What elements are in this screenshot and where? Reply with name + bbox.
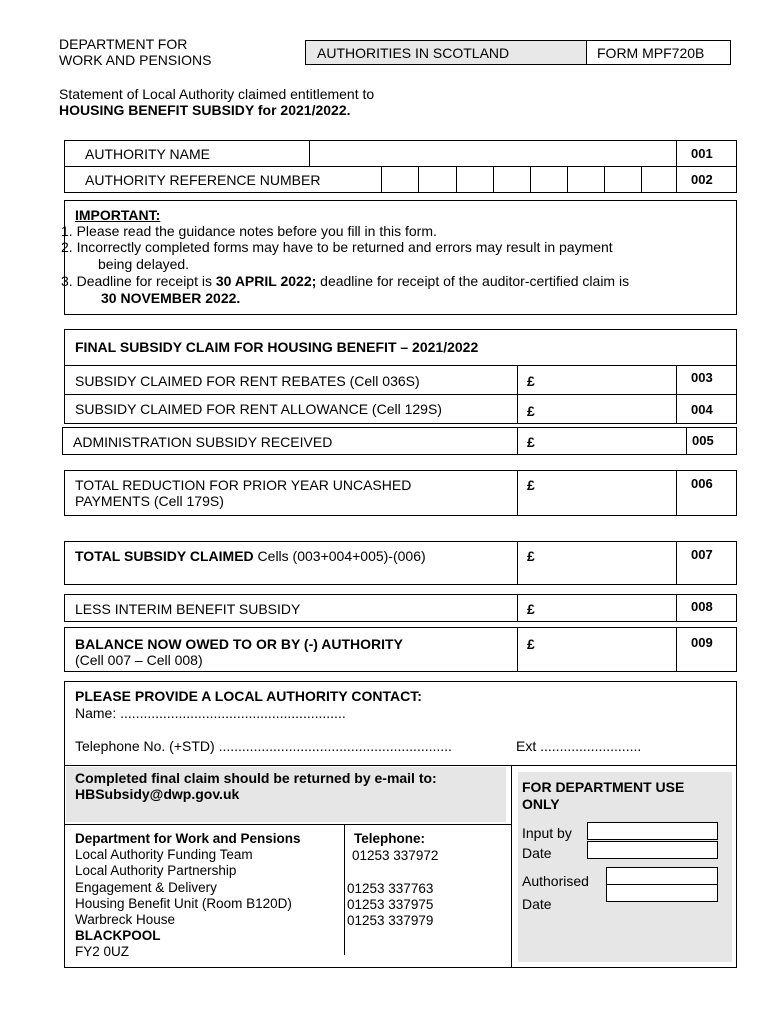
region-box	[305, 40, 587, 65]
cell-code-002: 002	[691, 172, 713, 187]
contact-telephone-field[interactable]: Telephone No. (+STD) ............................................................	[75, 738, 452, 754]
claim-row-009	[64, 627, 737, 672]
claim-row-003	[64, 365, 737, 395]
note-2: 2. Incorrectly completed forms may have to be returned and errors may result in payment	[61, 239, 613, 255]
currency-symbol: £	[527, 403, 535, 419]
form-code-box	[586, 40, 731, 65]
important-title: IMPORTANT:	[75, 207, 161, 223]
authorised-label: Authorised	[522, 873, 589, 889]
row-label: SUBSIDY CLAIMED FOR RENT REBATES (Cell 036S)	[75, 373, 420, 389]
authority-reference-label: AUTHORITY REFERENCE NUMBER	[85, 172, 321, 188]
contact-title: PLEASE PROVIDE A LOCAL AUTHORITY CONTACT:	[75, 688, 422, 704]
row-label: TOTAL REDUCTION FOR PRIOR YEAR UNCASHED PAYMENTS (Cell 179S)	[75, 477, 412, 510]
amount-input-005[interactable]	[541, 430, 676, 452]
amount-input-003[interactable]	[541, 368, 676, 392]
note-1: 1. Please read the guidance notes before you fill in this form.	[61, 223, 437, 239]
form-intro: Statement of Local Authority claimed entitlement to HOUSING BENEFIT SUBSIDY for 2021/2022.	[59, 86, 375, 119]
authorised-field[interactable]	[606, 867, 718, 885]
authorised-date-field[interactable]	[606, 884, 718, 902]
department-use-title: FOR DEPARTMENT USE ONLY	[522, 779, 685, 812]
amount-input-007[interactable]	[541, 544, 676, 582]
row-label: BALANCE NOW OWED TO OR BY (-) AUTHORITY (Cell 007 – Cell 008)	[75, 636, 403, 669]
cell-code-007: 007	[691, 547, 713, 562]
authority-reference-input[interactable]	[382, 167, 676, 193]
cell-code-006: 006	[691, 476, 713, 491]
amount-input-006[interactable]	[541, 473, 676, 513]
region-label: AUTHORITIES IN SCOTLAND	[317, 45, 510, 61]
note-3: 3. Deadline for receipt is 30 APRIL 2022; deadline for receipt of the auditor-certified claim is	[61, 273, 630, 289]
input-by-label: Input by	[522, 825, 572, 841]
row-label: TOTAL SUBSIDY CLAIMED Cells (003+004+005)-(006)	[75, 548, 426, 564]
row-label: LESS INTERIM BENEFIT SUBSIDY	[75, 601, 301, 617]
claim-row-004	[64, 394, 737, 424]
amount-input-009[interactable]	[541, 630, 676, 669]
currency-symbol: £	[527, 477, 535, 493]
authority-name-input[interactable]	[310, 141, 676, 166]
cell-code-009: 009	[691, 635, 713, 650]
important-notes	[61, 200, 737, 315]
cell-code-001: 001	[691, 146, 713, 161]
return-section	[64, 765, 737, 968]
cell-code-008: 008	[691, 599, 713, 614]
telephone-number: 01253 337972	[352, 848, 439, 863]
claim-row-007	[64, 541, 737, 585]
currency-symbol: £	[527, 636, 535, 652]
postal-address: Department for Work and Pensions Local Authority Funding Team Local Authority Partnership Engagement & Delivery Housing Benefit Unit (Room B120D) Warbreck House BLACKPOOL FY2 0UZ	[75, 831, 301, 960]
claim-row-005	[62, 427, 737, 455]
cell-code-005: 005	[692, 433, 714, 448]
contact-extension-field[interactable]: Ext ..........................	[516, 738, 642, 754]
note-2-cont: being delayed.	[98, 256, 190, 272]
authority-table	[64, 140, 737, 193]
return-instructions: Completed final claim should be returned by e-mail to: HBSubsidy@dwp.gov.uk	[75, 770, 437, 803]
contact-section	[64, 681, 737, 766]
date-field[interactable]	[587, 841, 718, 859]
authorised-date-label: Date	[522, 896, 552, 912]
claim-title: FINAL SUBSIDY CLAIM FOR HOUSING BENEFIT – 2021/2022	[75, 339, 479, 355]
telephone-numbers: 01253 337763 01253 337975 01253 337979	[347, 881, 434, 929]
claim-row-008	[64, 594, 737, 622]
claim-title-box	[64, 329, 737, 366]
authority-name-label: AUTHORITY NAME	[85, 146, 210, 162]
row-label: SUBSIDY CLAIMED FOR RENT ALLOWANCE (Cell 129S)	[75, 401, 442, 417]
department-use-panel	[518, 772, 732, 962]
row-label: ADMINISTRATION SUBSIDY RECEIVED	[73, 434, 333, 450]
cell-code-003: 003	[691, 370, 713, 385]
return-email[interactable]: HBSubsidy@dwp.gov.uk	[75, 786, 240, 803]
form-code: FORM MPF720B	[597, 45, 705, 61]
contact-name-field[interactable]: Name: ..........................................................	[75, 705, 346, 721]
currency-symbol: £	[527, 601, 535, 617]
date-label: Date	[522, 845, 552, 861]
input-by-field[interactable]	[587, 822, 718, 840]
amount-input-004[interactable]	[541, 397, 676, 421]
telephone-title: Telephone:	[354, 831, 426, 846]
note-3-date: 30 NOVEMBER 2022.	[101, 290, 241, 306]
claim-row-006	[64, 470, 737, 516]
cell-code-004: 004	[691, 402, 713, 417]
currency-symbol: £	[527, 548, 535, 564]
department-name: DEPARTMENT FOR WORK AND PENSIONS	[59, 36, 212, 69]
currency-symbol: £	[527, 373, 535, 389]
currency-symbol: £	[527, 434, 535, 450]
amount-input-008[interactable]	[541, 597, 676, 619]
